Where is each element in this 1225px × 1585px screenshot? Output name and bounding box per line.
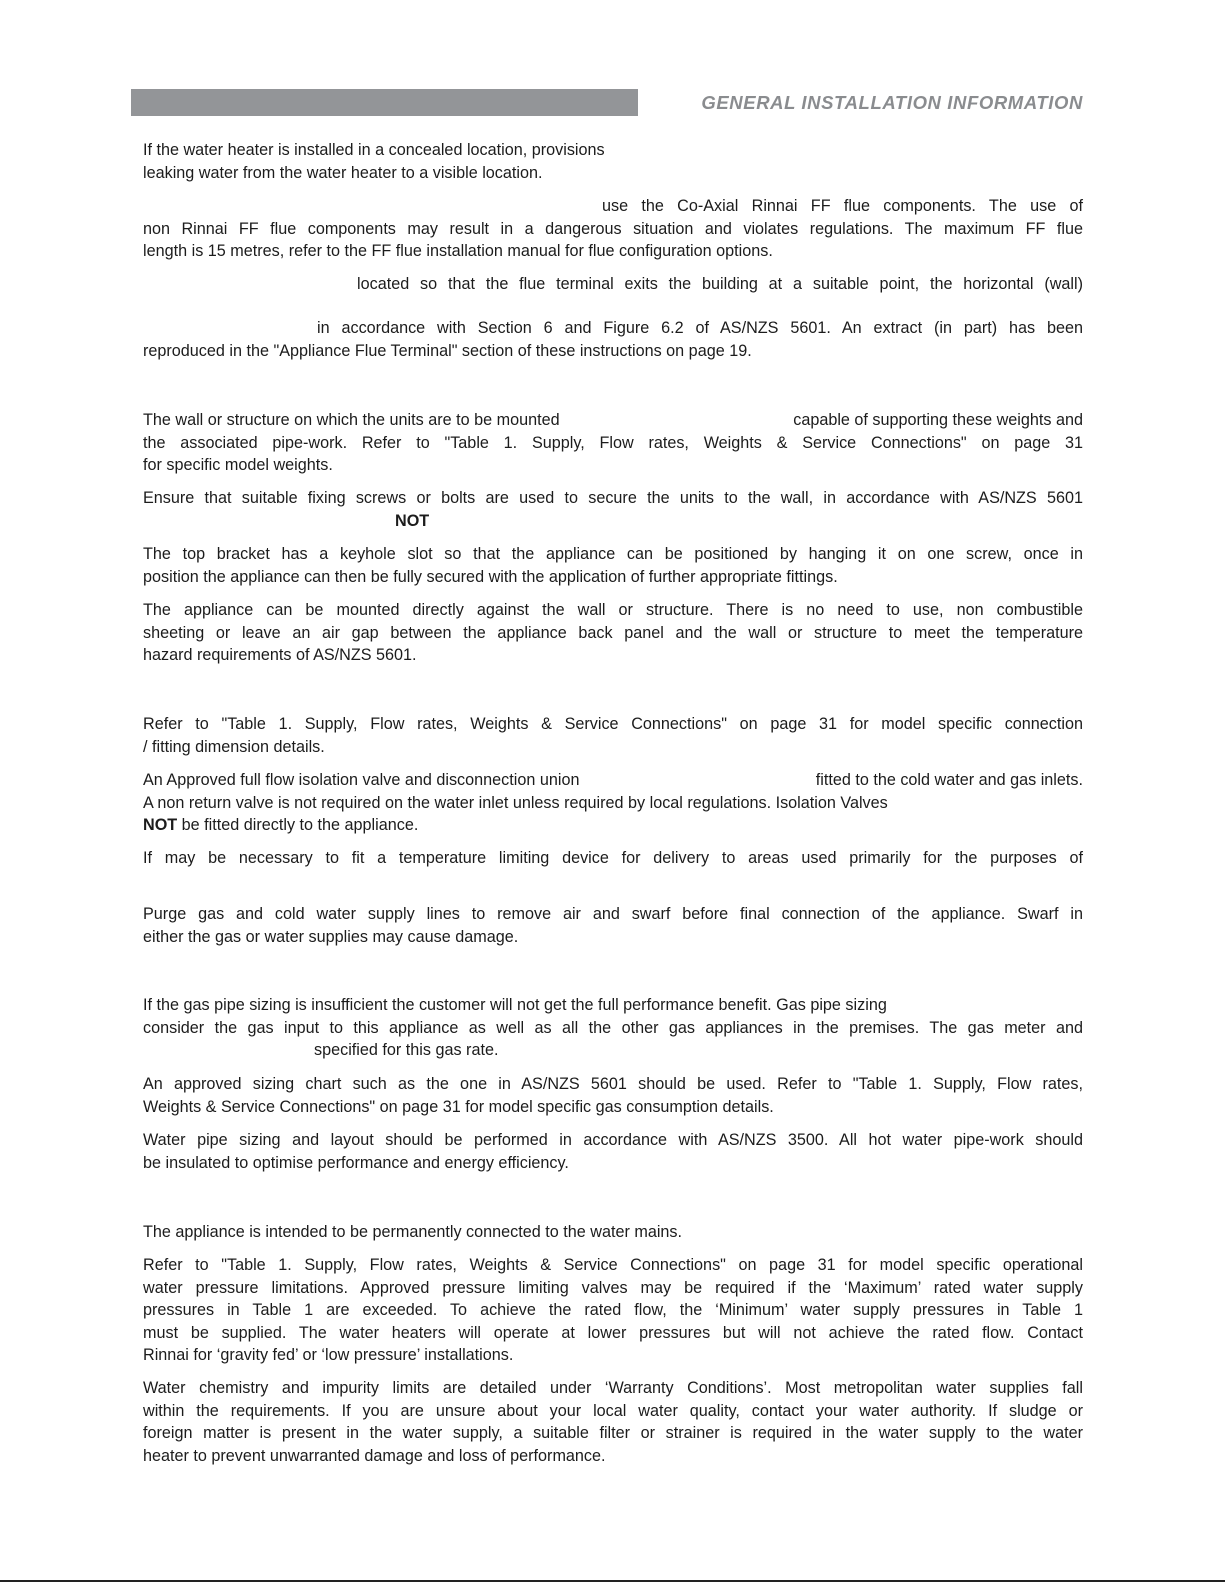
paragraph-gas-pipe-sizing (143, 994, 1083, 1062)
text-line: in accordance with Section 6 and Figure 6.2 of AS/NZS 5601. An extract (in part) has been (317, 319, 1083, 337)
paragraph-flue-terminal-location (143, 273, 1083, 296)
text-line: Weights & Service Connections" on page 31 for model specific gas consumption details. (143, 1097, 774, 1116)
text-line: Refer to "Table 1. Supply, Flow rates, Weights & Service Connections" on page 31 for model specific connection (143, 715, 1083, 733)
paragraph-water-pipe-sizing (143, 1129, 1083, 1174)
paragraph-purge-lines (143, 903, 1083, 948)
paragraph-flue-components (143, 195, 1083, 263)
text-line: / fitting dimension details. (143, 737, 325, 756)
bold-text: NOT (395, 511, 430, 530)
text-fragment: be fitted directly to the appliance. (181, 816, 419, 835)
text-line: must be supplied. The water heaters will operate at lower pressures but will not achieve the rated flow. Contact (143, 1323, 1083, 1342)
text-fragment: An Approved full flow isolation valve and disconnection union (143, 771, 580, 789)
text-line-split (143, 409, 1083, 432)
text-fragment: capable of supporting these weights and (793, 411, 1083, 429)
paragraph-mounting-against-wall (143, 599, 1083, 667)
text-line: within the requirements. If you are unsure about your local water quality, contact your water authority. If sludge or (143, 1401, 1083, 1420)
text-line: be insulated to optimise performance and energy efficiency. (143, 1153, 569, 1172)
header-bar (131, 89, 638, 116)
text-line: The appliance can be mounted directly against the wall or structure. There is no need to use, non combustible (143, 601, 1083, 619)
paragraph-concealed-location (143, 139, 1083, 184)
text-line: consider the gas input to this appliance as well as all the other gas appliances in the premises. The gas meter and (143, 1018, 1083, 1037)
paragraph-wall-structure (143, 409, 1083, 477)
bold-text: NOT (143, 816, 178, 835)
text-line: for specific model weights. (143, 456, 333, 475)
text-line: If the water heater is installed in a concealed location, provisions (143, 141, 605, 159)
paragraph-sizing-chart (143, 1073, 1083, 1118)
text-line: hazard requirements of AS/NZS 5601. (143, 646, 417, 665)
text-line: water pressure limitations. Approved pressure limiting valves may be required if the ‘Maximum’ rated water supply (143, 1278, 1083, 1297)
paragraph-connection-dimensions (143, 713, 1083, 758)
paragraph-temperature-limiting (143, 847, 1083, 870)
text-line-split (143, 769, 1083, 792)
text-line: the associated pipe-work. Refer to "Table 1. Supply, Flow rates, Weights & Service Connections" on page 31 (143, 433, 1083, 452)
paragraph-top-bracket (143, 543, 1083, 588)
paragraph-water-mains (143, 1221, 1083, 1244)
text-fragment: The wall or structure on which the units are to be mounted (143, 411, 560, 429)
text-line: reproduced in the "Appliance Flue Terminal" section of these instructions on page 19. (143, 341, 752, 360)
text-line: use the Co-Axial Rinnai FF flue components. The use of (602, 197, 1083, 215)
text-fragment: fitted to the cold water and gas inlets. (815, 771, 1083, 789)
text-line: either the gas or water supplies may cause damage. (143, 927, 519, 946)
paragraph-water-chemistry (143, 1377, 1083, 1467)
text-line: leaking water from the water heater to a visible location. (143, 163, 543, 182)
paragraph-isolation-valve (143, 769, 1083, 837)
text-line: An approved sizing chart such as the one in AS/NZS 5601 should be used. Refer to "Table 1. Supply, Flow rates, (143, 1075, 1083, 1093)
text-line: If the gas pipe sizing is insufficient the customer will not get the full performance benefit. Gas pipe sizing (143, 996, 887, 1014)
text-line: The appliance is intended to be permanently connected to the water mains. (143, 1223, 683, 1241)
text-line: The top bracket has a keyhole slot so that the appliance can be positioned by hanging it on one screw, once in (143, 545, 1083, 563)
text-line: located so that the flue terminal exits the building at a suitable point, the horizontal (wall) (357, 275, 1083, 293)
text-line: heater to prevent unwarranted damage and loss of performance. (143, 1446, 606, 1465)
text-line: Water pipe sizing and layout should be performed in accordance with AS/NZS 3500. All hot water pipe-work should (143, 1131, 1083, 1149)
paragraph-fixing-screws (143, 487, 1083, 532)
text-line: Ensure that suitable fixing screws or bolts are used to secure the units to the wall, in accordance with AS/NZS 5601 (143, 489, 1083, 507)
text-line: A non return valve is not required on the water inlet unless required by local regulations. Isolation Valves (143, 793, 888, 812)
text-line: Rinnai for ‘gravity fed’ or ‘low pressure’ installations. (143, 1346, 514, 1365)
text-line: pressures in Table 1 are exceeded. To achieve the rated flow, the ‘Minimum’ water supply pressures in Table 1 (143, 1301, 1083, 1320)
text-line: specified for this gas rate. (314, 1041, 499, 1060)
text-line: non Rinnai FF flue components may result in a dangerous situation and violates regulations. The maximum FF flue (143, 219, 1083, 238)
paragraph-water-pressure (143, 1254, 1083, 1367)
paragraph-flue-clearances (143, 317, 1083, 362)
text-line: Water chemistry and impurity limits are detailed under ‘Warranty Conditions’. Most metropolitan water supplies fall (143, 1379, 1083, 1397)
text-line: foreign matter is present in the water supply, a suitable filter or strainer is required in the water supply to the water (143, 1424, 1083, 1443)
text-line: position the appliance can then be fully secured with the application of further appropriate fittings. (143, 567, 838, 586)
text-line: If may be necessary to fit a temperature limiting device for delivery to areas used primarily for the purposes of (143, 849, 1083, 867)
section-title: GENERAL INSTALLATION INFORMATION (701, 92, 1083, 113)
text-line: length is 15 metres, refer to the FF flue installation manual for flue configuration options. (143, 242, 773, 261)
text-line: Refer to "Table 1. Supply, Flow rates, Weights & Service Connections" on page 31 for model specific operational (143, 1256, 1083, 1274)
text-line: Purge gas and cold water supply lines to remove air and swarf before final connection of the appliance. Swarf in (143, 905, 1083, 923)
text-line: sheeting or leave an air gap between the appliance back panel and the wall or structure to meet the temperature (143, 623, 1083, 642)
page-bottom-rule (0, 1580, 1225, 1582)
